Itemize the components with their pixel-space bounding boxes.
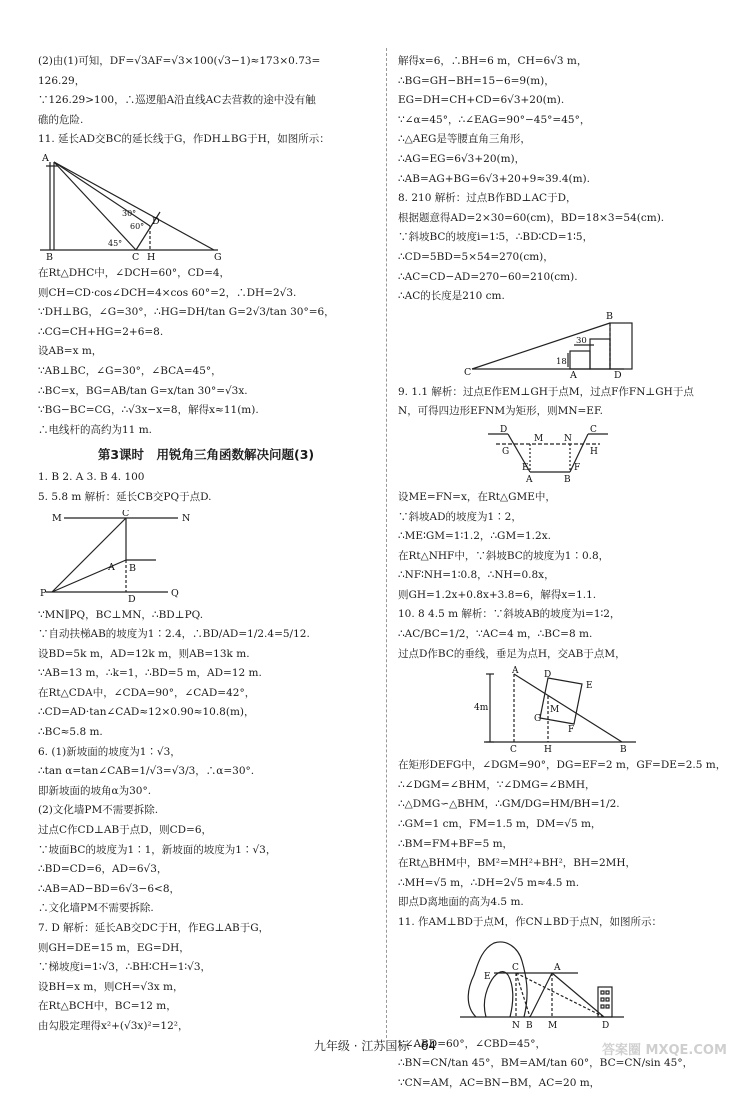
fig-label: A bbox=[512, 666, 519, 677]
fig-label: N bbox=[182, 512, 191, 524]
fig-label: B bbox=[46, 251, 53, 262]
text-line: N，可得四边形EFNM为矩形，则MN=EF. bbox=[398, 405, 603, 418]
fig-label: D bbox=[128, 593, 136, 604]
fig-label: N bbox=[512, 1020, 520, 1031]
text-line: ∴电线杆的高约为11 m. bbox=[38, 423, 152, 436]
text-line: ∵CN=AM，AC=BN−BM，AC=20 m， bbox=[398, 1076, 601, 1089]
text-line: ∴CG=CH+HG=2+6=8. bbox=[38, 325, 164, 338]
text-line: 过点D作BC的垂线，垂足为点H，交AB于点M， bbox=[398, 647, 626, 660]
text-line: ∴AC=CD−AD=270−60=210(cm). bbox=[398, 270, 578, 283]
text-line: 设BD=5k m，AD=12k m，则AB=13k m. bbox=[38, 647, 250, 660]
text-line: ∴BN=CN/tan 45°，BM=AM/tan 60°，BC=CN/sin 45°， bbox=[398, 1057, 694, 1070]
fig-label: D bbox=[500, 424, 508, 435]
fig-label: C bbox=[512, 962, 519, 973]
fig-label: G bbox=[214, 251, 222, 262]
figure-q9-trapezoid bbox=[398, 424, 638, 486]
fig-label: 30° bbox=[122, 208, 137, 218]
fig-label: N bbox=[564, 433, 572, 444]
text-line: ∴CD=AD·tan∠CAD≈12×0.90≈10.8(m)， bbox=[38, 706, 255, 719]
figure-q8-slope bbox=[398, 309, 638, 381]
text-line: 在Rt△CDA中，∠CDA=90°，∠CAD=42°， bbox=[38, 686, 256, 699]
watermark-logo bbox=[598, 1020, 738, 1080]
text-line: (2)由(1)可知，DF=√3AF=√3×100(√3−1)≈173×0.73= bbox=[38, 55, 321, 67]
figure-q5-escalator bbox=[38, 510, 238, 604]
fig-label: M bbox=[548, 1020, 558, 1031]
text-line: 10. 8 4.5 m 解析：∵斜坡AB的坡度为i=1∶2， bbox=[398, 608, 621, 621]
fig-label: H bbox=[590, 446, 598, 457]
fig-label: D bbox=[544, 670, 552, 681]
fig-label: 18 bbox=[556, 356, 567, 367]
fig-label: H bbox=[544, 745, 552, 755]
fig-label: P bbox=[40, 587, 47, 599]
fig-label: 45° bbox=[108, 238, 123, 248]
text-line: ∴AC/BC=1/2，∵AC=4 m，∴BC=8 m. bbox=[398, 628, 593, 641]
text-line: 由勾股定理得x²+(√3x)²=12²， bbox=[38, 1019, 189, 1032]
text-line: ∴CD=5BD=5×54=270(cm)， bbox=[398, 250, 554, 263]
text-line: 1. B 2. A 3. B 4. 100 bbox=[38, 471, 145, 484]
text-line: 7. D 解析：延长AB交DC于H，作EG⊥AB于G， bbox=[38, 922, 270, 934]
text-line: ∴AB=AG+BG=6√3+20+9≈39.4(m). bbox=[398, 172, 590, 185]
text-line: 9. 1.1 解析：过点E作EM⊥GH于点M，过点F作FN⊥GH于点 bbox=[398, 385, 694, 398]
text-line: ∵BG−BC=CG，∴√3x−x=8，解得x≈11(m). bbox=[38, 404, 259, 417]
text-line: ∴AG=EG=6√3+20(m)， bbox=[398, 152, 526, 165]
text-line: ∵坡面BC的坡度为1∶1，新坡面的坡度为1∶√3， bbox=[38, 843, 277, 856]
fig-label: E bbox=[586, 681, 593, 692]
fig-label: Q bbox=[171, 587, 179, 599]
fig-label: D bbox=[602, 1020, 610, 1031]
fig-label: F bbox=[574, 462, 581, 473]
text-line: ∴BC=x，BG=AB/tan G=x/tan 30°=√3x. bbox=[38, 384, 248, 397]
text-line: 6. (1)新坡面的坡度为1∶√3， bbox=[38, 745, 181, 758]
text-line: ∴BM=FM+BF=5 m， bbox=[398, 837, 514, 850]
fig-label: G bbox=[502, 446, 510, 457]
text-line: 设BH=x m，则CH=√3x m， bbox=[38, 980, 184, 993]
text-line: ∴AB=AD−BD=6√3−6<8， bbox=[38, 882, 181, 895]
text-line: 在Rt△DHC中，∠DCH=60°，CD=4， bbox=[38, 266, 231, 279]
text-line: ∵斜坡BC的坡度i=1∶5，∴BD∶CD=1∶5， bbox=[398, 231, 594, 244]
page-footer: 九年级 · 江苏国标 · 64 bbox=[313, 1039, 437, 1053]
text-line: 在Rt△NHF中，∵斜坡BC的坡度为1∶0.8， bbox=[398, 549, 610, 562]
text-line: ∵自动扶梯AB的坡度为1∶2.4，∴BD/AD=1/2.4=5/12. bbox=[38, 628, 310, 641]
text-line: ∵∠ABD=60°，∠CBD=45°， bbox=[398, 1037, 546, 1050]
fig-label: E bbox=[522, 462, 529, 473]
fig-label: H bbox=[147, 251, 156, 262]
text-line: (2)文化墙PM不需要拆除. bbox=[38, 804, 159, 817]
fig-label: G bbox=[534, 714, 542, 725]
section-title: 第3课时 用锐角三角函数解决问题(3) bbox=[97, 447, 315, 463]
fig-label: D bbox=[614, 369, 622, 381]
fig-label: C bbox=[132, 251, 140, 262]
fig-label: F bbox=[568, 725, 575, 736]
text-line: ∴BD=CD=6，AD=6√3， bbox=[38, 863, 168, 876]
text-line: 在Rt△BCH中，BC=12 m， bbox=[38, 1000, 177, 1013]
fig-label: B bbox=[620, 745, 627, 755]
fig-label: A bbox=[570, 369, 577, 381]
text-line: 根据题意得AD=2×30=60(cm)，BD=18×3=54(cm). bbox=[398, 211, 665, 224]
fig-label: M bbox=[550, 705, 560, 716]
figure-q10-rectangle-on-slope bbox=[398, 666, 638, 754]
fig-label: 4m bbox=[474, 703, 489, 714]
watermark-text: 答案圈 MXQE.COM bbox=[602, 1043, 727, 1058]
text-line: 11. 延长AD交BC的延长线于G，作DH⊥BG于H，如图所示： bbox=[38, 133, 330, 146]
text-line: 则GH=DE=15 m，EG=DH， bbox=[38, 941, 190, 954]
fig-label: D bbox=[152, 215, 160, 227]
fig-label: C bbox=[510, 745, 517, 755]
text-line: ∴文化墙PM不需要拆除. bbox=[38, 902, 154, 915]
text-line: EG=DH=CH+CD=6√3+20(m). bbox=[398, 94, 565, 107]
fig-label: C bbox=[590, 424, 597, 435]
fig-label: 60° bbox=[130, 221, 145, 231]
fig-label: 30 bbox=[576, 335, 587, 346]
text-line: 即点D离地面的高为4.5 m. bbox=[398, 896, 524, 909]
fig-label: C bbox=[464, 366, 472, 378]
fig-label: M bbox=[534, 433, 544, 444]
text-line: 则GH=1.2x+0.8x+3.8=6，解得x=1.1. bbox=[398, 588, 597, 601]
text-line: 126.29， bbox=[38, 74, 86, 87]
figure-q11-cliff bbox=[398, 935, 638, 1033]
text-line: ∵AB⊥BC，∠G=30°，∠BCA=45°， bbox=[38, 364, 222, 377]
text-line: ∵AB=13 m，∴k=1，∴BD=5 m，AD=12 m. bbox=[38, 667, 262, 680]
text-line: ∴tan α=tan∠CAB=1/√3=√3/3，∴α=30°. bbox=[38, 765, 255, 778]
fig-label: B bbox=[606, 310, 613, 322]
fig-label: M bbox=[52, 512, 62, 524]
text-line: ∴BC≈5.8 m. bbox=[38, 726, 103, 739]
text-line: 则CH=CD·cos∠DCH=4×cos 60°=2，∴DH=2√3. bbox=[38, 286, 297, 299]
text-line: 5. 5.8 m 解析：延长CB交PQ于点D. bbox=[38, 490, 212, 503]
text-line: ∵MN∥PQ，BC⊥MN，∴BD⊥PQ. bbox=[38, 608, 204, 621]
text-line: ∵126.29>100，∴巡逻船A沿直线AC去营救的途中没有触 bbox=[38, 94, 316, 107]
fig-label: A bbox=[554, 962, 561, 973]
text-line: ∴△AEG是等腰直角三角形， bbox=[398, 133, 531, 146]
text-line: 解得x=6，∴BH=6 m，CH=6√3 m， bbox=[398, 55, 588, 67]
text-line: ∴△DMG∽△BHM，∴GM/DG=HM/BH=1/2. bbox=[398, 798, 620, 811]
figure-q11-pole bbox=[38, 152, 238, 262]
text-line: ∵DH⊥BG，∠G=30°，∴HG=DH/tan G=2√3/tan 30°=6， bbox=[38, 306, 335, 319]
text-line: ∵梯坡度i=1∶√3，∴BH∶CH=1∶√3， bbox=[38, 961, 211, 974]
text-line: ∴GM=1 cm，FM=1.5 m，DM=√5 m， bbox=[398, 818, 602, 831]
fig-label: A bbox=[108, 561, 115, 573]
text-line: 即新坡面的坡角α为30°. bbox=[38, 784, 152, 797]
fig-label: A bbox=[42, 152, 49, 164]
text-line: ∴BG=GH−BH=15−6=9(m)， bbox=[398, 74, 555, 87]
fig-label: E bbox=[484, 971, 491, 982]
text-line: 在矩形DEFG中，∠DGM=90°，DG=EF=2 m，GF=DE=2.5 m， bbox=[398, 759, 727, 772]
text-line: 在Rt△BHM中，BM²=MH²+BH²，BH=2MH， bbox=[398, 857, 637, 870]
text-line: ∴∠DGM=∠BHM，∵∠DMG=∠BMH， bbox=[398, 778, 596, 791]
text-line: 设ME=FN=x，在Rt△GME中， bbox=[398, 490, 556, 503]
fig-label: B bbox=[526, 1020, 533, 1031]
text-line: ∴NF∶NH=1∶0.8，∴NH=0.8x， bbox=[398, 569, 555, 582]
fig-label: C bbox=[122, 509, 130, 519]
text-line: ∴ME∶GM=1∶1.2，∴GM=1.2x. bbox=[398, 530, 551, 543]
left-column bbox=[38, 52, 374, 1037]
text-line: ∵∠α=45°，∴∠EAG=90°−45°=45°， bbox=[398, 113, 591, 126]
text-line: 设AB=x m， bbox=[38, 345, 103, 358]
text-line: 礁的危险. bbox=[38, 113, 84, 126]
fig-label: A bbox=[526, 474, 533, 485]
text-line: ∵斜坡AD的坡度为1∶2， bbox=[398, 510, 522, 523]
text-line: 11. 作AM⊥BD于点M，作CN⊥BD于点N，如图所示： bbox=[398, 916, 663, 928]
text-line: ∴AC的长度是210 cm. bbox=[398, 290, 505, 303]
text-line: ∴MH=√5 m，∴DH=2√5 m≈4.5 m. bbox=[398, 876, 580, 889]
text-line: 8. 210 解析：过点B作BD⊥AC于D， bbox=[398, 192, 577, 205]
column-divider bbox=[386, 48, 387, 1038]
fig-label: B bbox=[564, 474, 571, 485]
right-column bbox=[398, 52, 728, 1093]
text-line: 过点C作CD⊥AB于点D，则CD=6， bbox=[38, 824, 213, 837]
fig-label: B bbox=[129, 562, 136, 574]
